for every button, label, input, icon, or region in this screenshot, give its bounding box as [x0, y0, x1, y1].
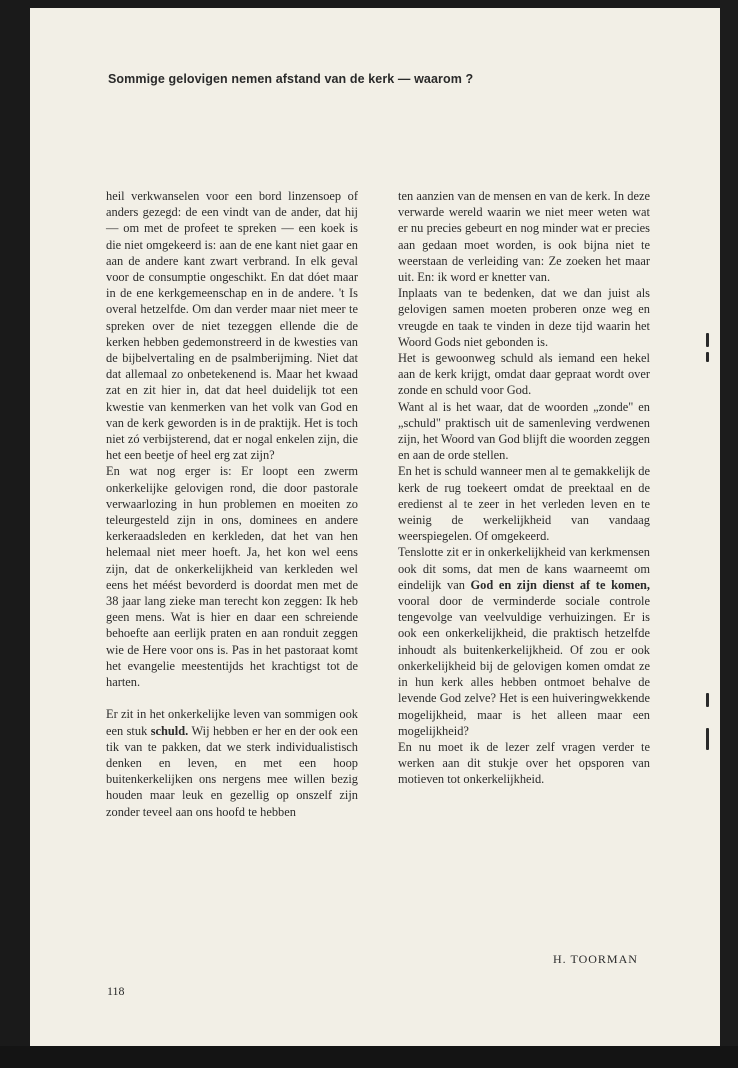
right-column [398, 188, 650, 788]
right-paragraph-4: Want al is het waar, dat de woorden „zonde" en „schuld" praktisch uit de samenleving verdwenen zijn, het Woord van God blijft die woorden zeggen en aan de orde stellen. [398, 399, 650, 463]
left-paragraph-3-text: Er zit in het onkerkelijke leven van sommigen ook een stuk [106, 707, 358, 738]
right-paragraph-6-rest: vooral door de verminderde sociale controle tengevolge van veelvuldige verhuizingen. Er is ook een onkerkelijkheid, die praktisch hetzelfde inhoudt als buitenkerkelijkheid. Of zou er ook onkerkelijkheid bij de gelovigen komen omdat ze in hun kerk alles hebben ontmoet behalve de levende God zelve? Het is een huiveringwekkende mogelijkheid, maar is het alleen maar een mogelijkheid? [398, 594, 650, 738]
emphasis-schuld: schuld. [150, 723, 189, 738]
right-paragraph-6-text: Tenslotte zit er in onkerkelijkheid van kerkmensen ook dit soms, dat men de kans waarneemt om eindelijk van [398, 545, 650, 592]
author-signature: H. TOORMAN [553, 952, 638, 966]
page-number: 118 [107, 984, 125, 998]
right-paragraph-5: En het is schuld wanneer men al te gemakkelijk de kerk de rug toekeert omdat de preektaal en de eredienst al te zeer in het verleden leven en te weinig de werkelijkheid van vandaag weerspiegelen. Of omgekeerd. [398, 464, 650, 544]
margin-mark [706, 693, 709, 707]
scan-edge-right [720, 0, 738, 1068]
margin-mark [706, 728, 709, 750]
margin-mark [706, 333, 709, 347]
left-paragraph-3 [106, 706, 358, 819]
right-paragraph-7: En nu moet ik de lezer zelf vragen verder te werken aan dit stukje over het opsporen van motieven tot onkerkelijkheid. [398, 739, 650, 787]
right-paragraph-6 [398, 544, 650, 738]
scan-edge-bottom [0, 1046, 738, 1068]
right-paragraph-1: ten aanzien van de mensen en van de kerk. In deze verwarde wereld waarin we niet meer weten wat er nu precies gebeurt en nog minder wat er precies aan gedaan moet worden, is ook bijna niet te weerstaan de verleiding van: Ze zoeken het maar uit. En: ik word er knetter van. [398, 189, 650, 285]
emphasis-god-en-zijn-dienst: God en zijn dienst af te komen, [470, 577, 650, 592]
margin-mark [706, 352, 709, 362]
right-paragraph-3: Het is gewoonweg schuld als iemand een hekel aan de kerk krijgt, omdat daar gepraat wordt over zonde en schuld voor God. [398, 351, 650, 398]
left-paragraph-3-rest: Wij hebben er her en der ook een tik van te pakken, dat we sterk individualistisch denken en leven, en met een hoop buitenkerkelijken ons nergens mee willen bezig houden maar leuk en gezellig op onszelf zijn zonder teveel aan ons hoofd te hebben [106, 723, 359, 819]
left-column [106, 188, 358, 820]
right-paragraph-2: Inplaats van te bedenken, dat we dan juist als gelovigen samen moeten proberen onze weg en vreugde en taak te vinden in deze tijd waarin het Woord Gods niet gebonden is. [398, 286, 650, 349]
left-paragraph-1: heil verkwanselen voor een bord linzensoep of anders gezegd: de een vindt van de ander, dat hij — om met de profeet te spreken — een koek is die niet omgekeerd is: aan de ene kant niet gaar en aan de andere kant zwart verbrand. In elk geval voor de consumptie ongeschikt. En dat dóet maar in de ene kerkgemeenschap en in de andere. 't Is overal hetzelfde. Om dan verder maar niet meer te spreken over de niet tezeggen ellende die de kerken hebben gedemonstreerd in de kwesties van de bijbelvertaling en de psalmberijming. Niet dat dat allemaal zo onbetekenend is. Maar het kwaad zat en zit hier in, dat dat heel duidelijk tot een kwestie van kenmerken van het volk van God en van de kerk geworden is in de praktijk. Het is toch niet zó verbijsterend, dat er nogal enkelen zijn, die het een beetje of heel erg zat zijn? [106, 189, 358, 463]
running-head: Sommige gelovigen nemen afstand van de kerk — waarom ? [108, 72, 474, 86]
left-paragraph-2: En wat nog erger is: Er loopt een zwerm onkerkelijke gelovigen rond, die door pastorale verwaarlozing in hun problemen en moeiten zo teleurgesteld zijn in ons, dominees en andere kerkeraadsleden en kerkleden, dat het van hen helemaal niet meer hoeft. Ja, het kon wel eens zijn, dat de onkerkelijkheid van kerkleden wel eens het méést bevorderd is doordat men met de 38 jaar lang zieke man terecht kon zeggen: Ik heb geen mens. Wat is hier en daar een schreiende behoefte aan eerlijk praten en aan ronduit zeggen wie de Here voor ons is. Pas in het pastoraat komt het evangelie meestentijds het krachtigst tot de harten. [106, 464, 358, 690]
